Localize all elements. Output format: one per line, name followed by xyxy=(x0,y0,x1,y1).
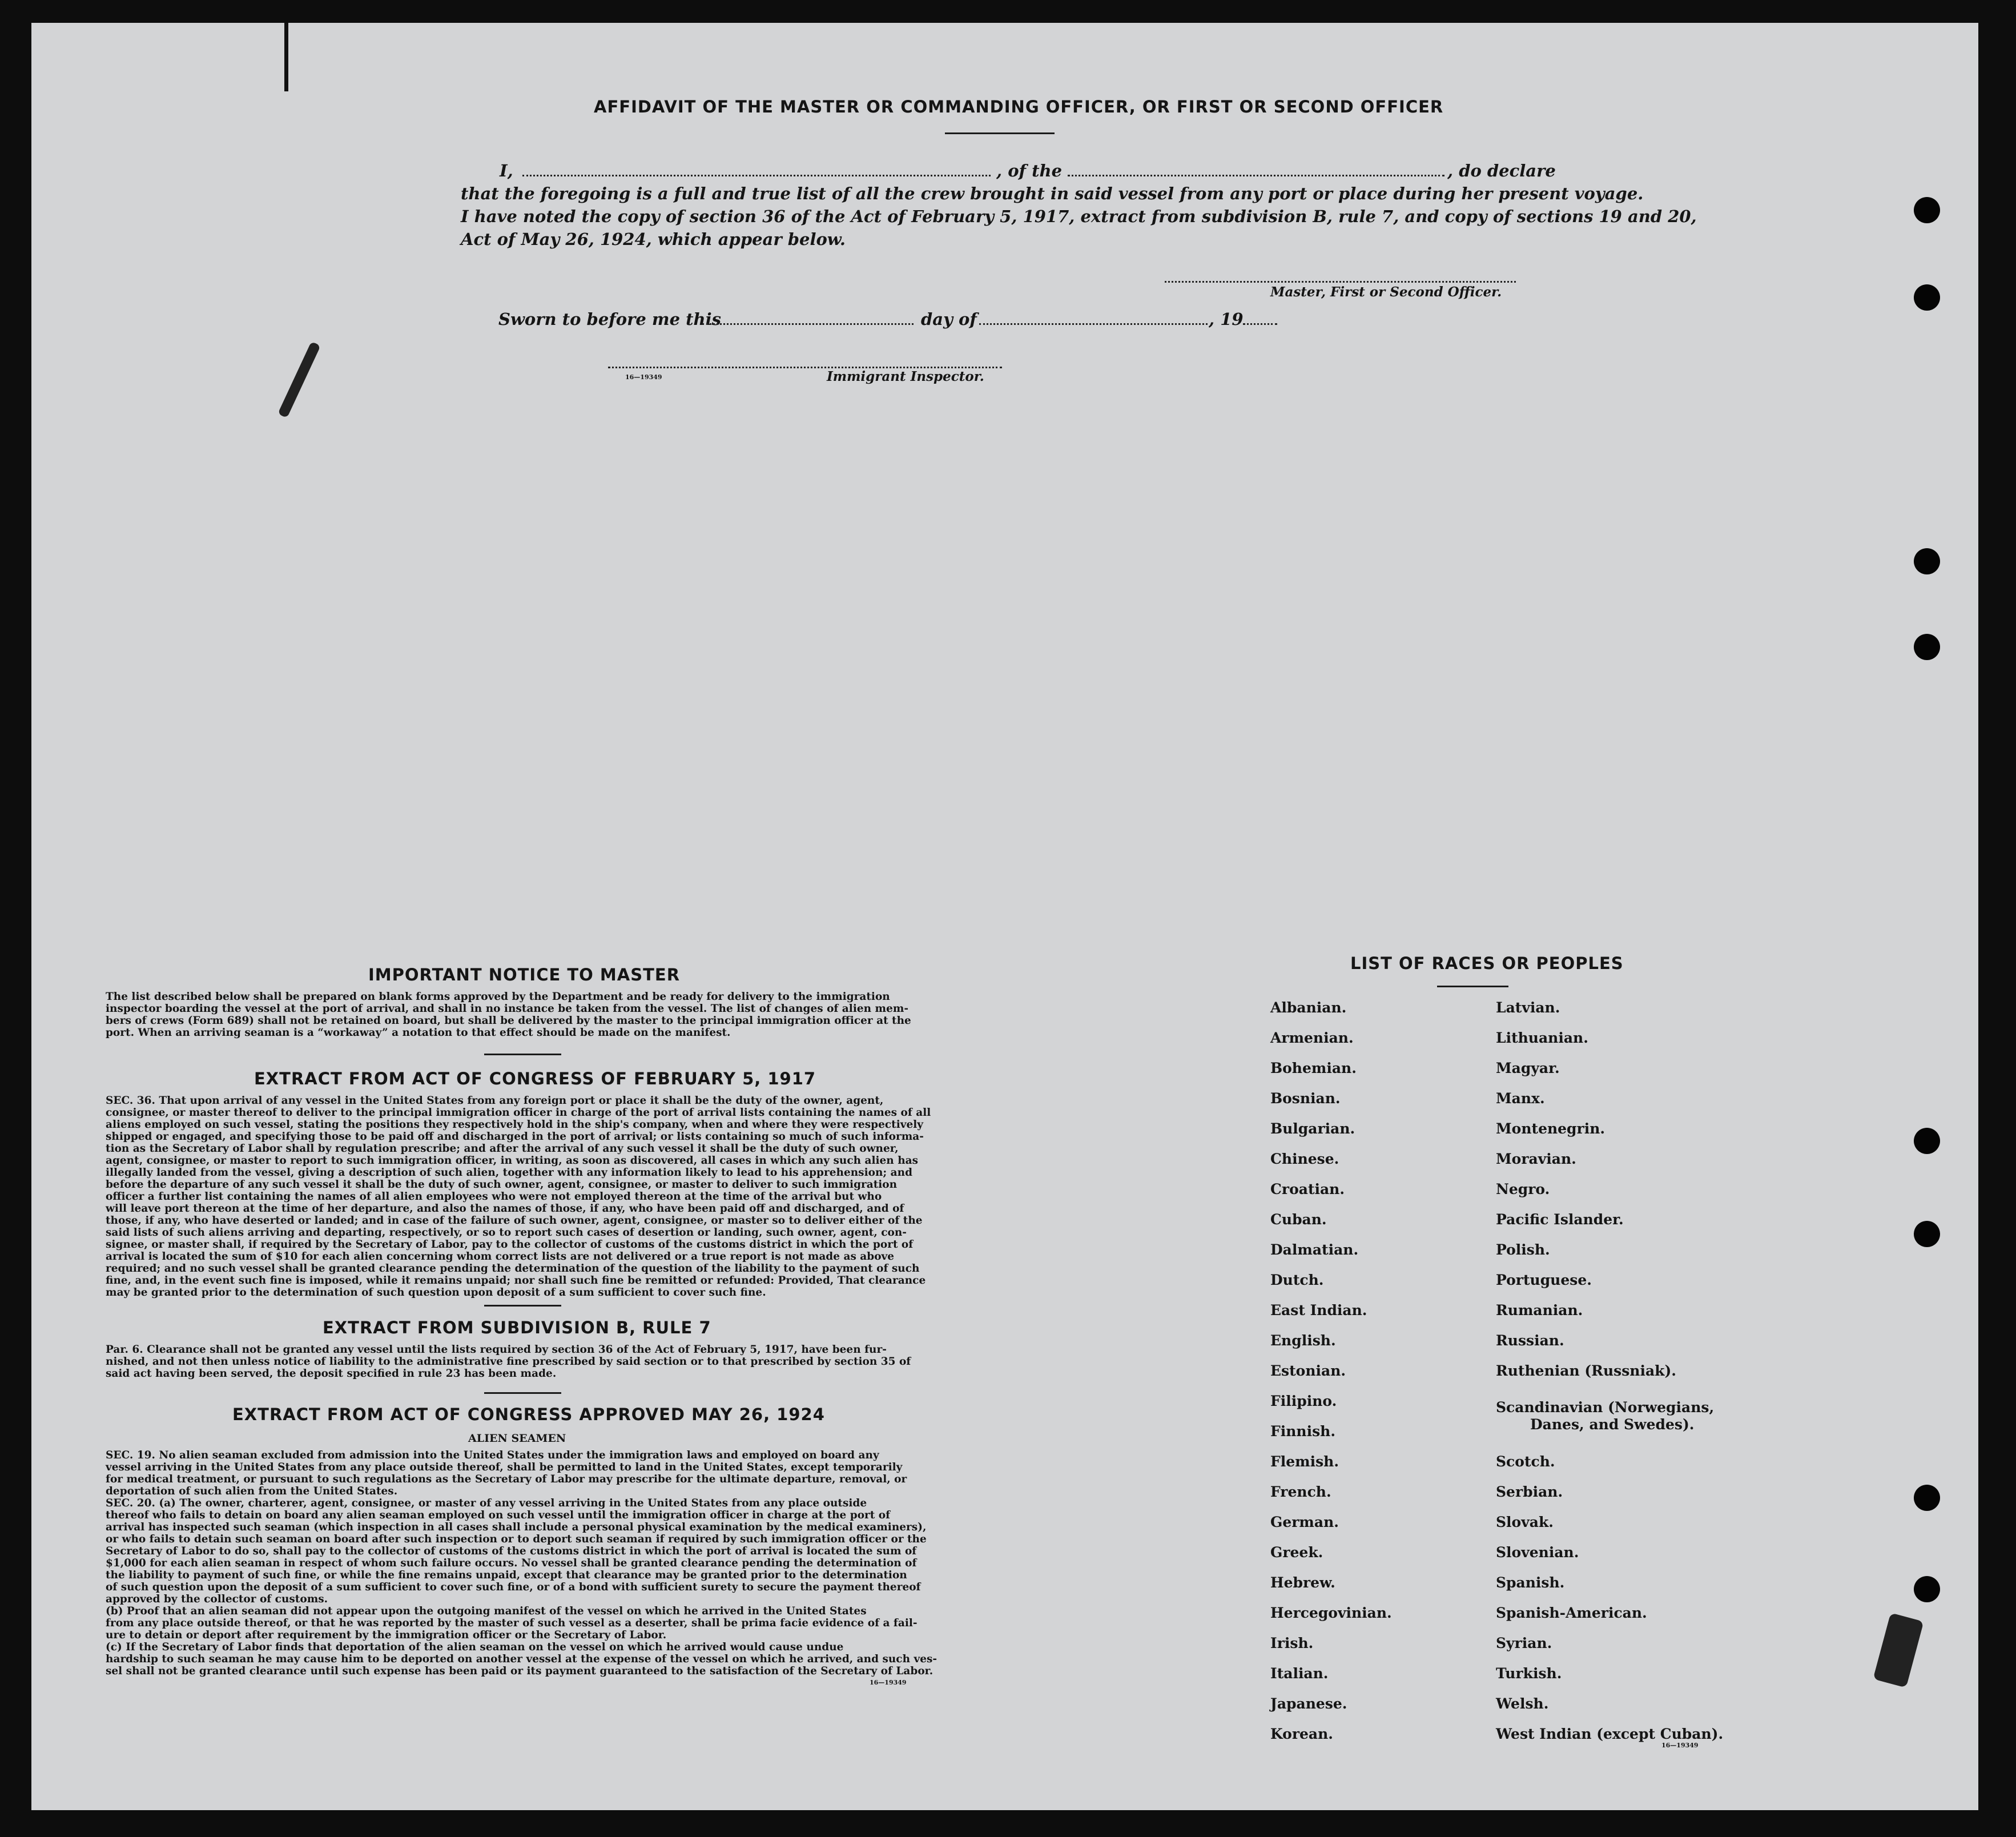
affidavit-line4: Act of May 26, 1924, which appear below. xyxy=(461,230,846,249)
section-divider xyxy=(484,1392,561,1394)
affidavit-line3: I have noted the copy of section 36 of the Act of February 5, 1917, extract from subdivision B, rule 7, and copy of sections 19 and 20, xyxy=(461,207,1697,226)
affidavit-title: AFFIDAVIT OF THE MASTER OR COMMANDING OFFICER, OR FIRST OR SECOND OFFICER xyxy=(594,97,1444,116)
race-item: Scandinavian (Norwegians, xyxy=(1496,1399,1715,1416)
title-underline xyxy=(945,132,1055,134)
inspector-label: Immigrant Inspector. xyxy=(827,369,984,384)
punch-hole xyxy=(1914,284,1940,311)
race-item: Polish. xyxy=(1496,1241,1550,1258)
race-item: Rumanian. xyxy=(1496,1302,1583,1319)
ink-mark xyxy=(277,341,320,418)
race-item: Hebrew. xyxy=(1270,1574,1335,1591)
race-item: Irish. xyxy=(1270,1635,1314,1651)
race-item: Welsh. xyxy=(1496,1695,1549,1712)
race-item: West Indian (except Cuban). xyxy=(1496,1726,1724,1742)
race-item: Spanish. xyxy=(1496,1574,1565,1591)
notice-text: The list described below shall be prepared on blank forms approved by the Department and be ready for delivery to the immigration inspector boarding the vessel at the port of arrival, and shall in no instance be taken from the vessel. The list of changes of alien mem- bers of crews (Form 689) shall not be retained on board, but shall be delivered by the master to the principal immigration officer at the port. When an arriving seaman is a “workaway” a notation to that effect should be made on the manifest. xyxy=(106,991,911,1039)
document-page xyxy=(31,23,1978,1810)
race-item: Hercegovinian. xyxy=(1270,1605,1392,1621)
affidavit-line1-of: , of the xyxy=(996,161,1063,180)
sworn-year-blank[interactable] xyxy=(1243,323,1277,325)
race-item: Armenian. xyxy=(1270,1030,1354,1046)
race-item: Dutch. xyxy=(1270,1272,1324,1288)
race-item: Manx. xyxy=(1496,1090,1545,1107)
race-item: Scotch. xyxy=(1496,1453,1555,1470)
race-item: Turkish. xyxy=(1496,1665,1562,1682)
extract-1917-text: SEC. 36. That upon arrival of any vessel in the United States from any foreign port or place it shall be the duty of the owner, agent, consignee, or master thereof to deliver to the principal immigration officer in charge of the port of arrival lists containing the names of all aliens employed on such vessel, stating the positions they respectively hold in the ship's company, when and where they were respectively shipped or engaged, and specifying those to be paid off and discharged in the port of arrival; or lists containing so much of such informa- tion as the Secretary of Labor shall by regulation prescribe; and after the arrival of any such vessel it shall be the duty of such owner, agent, consignee, or master to report to such immigration officer, in writing, as soon as discovered, all cases in which any such alien has illegally landed from the vessel, giving a description of such alien, together with any information likely to lead to his apprehension; and before the departure of any such vessel it shall be the duty of such owner, agent, consignee, or master to deliver to such immigration officer a further list containing the names of all alien employees who were not employed thereon at the time of the arrival but who will leave port thereon at the time of her departure, and also the names of those, if any, who have been paid off and discharged, and of those, if any, who have deserted or landed; and in case of the failure of such owner, agent, consignee, or master so to deliver either of the said lists of such aliens arriving and departing, respectively, or so to report such cases of desertion or landing, such owner, agent, con- signee, or master shall, if required by the Secretary of Labor, pay to the collector of customs of the customs district in which the port of arrival is located the sum of $10 for each alien concerning whom correct lists are not delivered or a true report is not made as above required; and no such vessel shall be granted clearance pending the determination of the question of the liability to the payment of such fine, and, in the event such fine is imposed, while it remains unpaid; nor shall such fine be remitted or refunded: Provided, That clearance may be granted prior to the determination of such question upon deposit of a sum sufficient to cover such fine. xyxy=(106,1095,931,1299)
race-item: Bohemian. xyxy=(1270,1060,1357,1076)
race-item: Filipino. xyxy=(1270,1393,1337,1409)
race-item: Portuguese. xyxy=(1496,1272,1592,1288)
extract-1924-text: SEC. 19. No alien seaman excluded from admission into the United States under the immigration laws and employed on board any vessel arriving in the United States from any place outside thereof, shall be permitted to land in the United States, except temporarily for medical treatment, or pursuant to such regulations as the Secretary of Labor may prescribe for the ultimate departure, removal, or deportation of such alien from the United States. SEC. 20. (a) The owner, charterer, agent, consignee, or master of any vessel arriving in the United States from any place outside thereof who fails to detain on board any alien seaman employed on such vessel until the immigration officer in charge at the port of arrival has inspected such seaman (which inspection in all cases shall include a personal physical examination by the medical examiners), or who fails to detain such seaman on board after such inspection or to deport such seaman if required by such immigration officer or the Secretary of Labor to do so, shall pay to the collector of customs of the customs district in which the port of arrival is located the sum of $1,000 for each alien seaman in respect of whom such failure occurs. No vessel shall be granted clearance pending the determination of the liability to payment of such fine, or while the fine remains unpaid, except that clearance may be granted prior to the determination of such question upon the deposit of a sum sufficient to cover such fine, or of a bond with sufficient surety to secure the payment thereof approved by the collector of customs. (b) Proof that an alien seaman did not appear upon the outgoing manifest of the vessel on which he arrived in the United States from any place outside thereof, or that he was reported by the master of such vessel as a deserter, shall be prima facie evidence of a fail- ure to detain or deport after requirement by the immigration officer or the Secretary of Labor. (c) If the Secretary of Labor finds that deportation of the alien seaman on the vessel on which he arrived would cause undue hardship to such seaman he may cause him to be deported on another vessel at the expense of the vessel on which he arrived, and such ves- sel shall not be granted clearance until such expense has been paid or its payment guaranteed to the satisfaction of the Secretary of Labor. xyxy=(106,1449,937,1677)
sworn-day-blank[interactable] xyxy=(702,323,914,325)
ink-mark xyxy=(1873,1613,1924,1687)
race-item: Serbian. xyxy=(1496,1484,1563,1500)
race-item: Dalmatian. xyxy=(1270,1241,1359,1258)
master-signature-label: Master, First or Second Officer. xyxy=(1270,284,1502,300)
punch-hole xyxy=(1914,1221,1940,1247)
extract-1924-title: EXTRACT FROM ACT OF CONGRESS APPROVED MAY 26, 1924 xyxy=(232,1405,825,1424)
race-item: Moravian. xyxy=(1496,1151,1576,1167)
punch-hole xyxy=(1914,197,1940,223)
race-item: Slovenian. xyxy=(1496,1544,1579,1561)
races-title: LIST OF RACES OR PEOPLES xyxy=(1350,954,1624,973)
form-number: 16—19349 xyxy=(1661,1742,1699,1749)
alien-seamen-subtitle: ALIEN SEAMEN xyxy=(468,1432,566,1445)
races-title-underline xyxy=(1437,986,1508,987)
race-item: Spanish-American. xyxy=(1496,1605,1647,1621)
race-item: Croatian. xyxy=(1270,1181,1345,1197)
extract-rule7-text: Par. 6. Clearance shall not be granted any vessel until the lists required by section 36 of the Act of February 5, 1917, have been fur- nished, and not then unless notice of liability to the administrative fine prescribed by said section or to that prescribed by section 35 of said act having been served, the deposit specified in rule 23 has been made. xyxy=(106,1344,911,1380)
race-item: Syrian. xyxy=(1496,1635,1552,1651)
affidavit-line2: that the foregoing is a full and true list of all the crew brought in said vessel from any port or place during her present voyage. xyxy=(461,184,1644,203)
race-item: German. xyxy=(1270,1514,1339,1530)
race-item: Danes, and Swedes). xyxy=(1530,1416,1695,1433)
race-item: Slovak. xyxy=(1496,1514,1554,1530)
race-item: Pacific Islander. xyxy=(1496,1211,1624,1228)
race-item: Albanian. xyxy=(1270,999,1347,1016)
race-item: Bulgarian. xyxy=(1270,1120,1355,1137)
punch-hole xyxy=(1914,1576,1940,1602)
vessel-blank[interactable] xyxy=(1068,175,1444,176)
punch-hole xyxy=(1914,548,1940,574)
inspector-signature-line[interactable] xyxy=(608,367,1002,368)
extract-1917-title: EXTRACT FROM ACT OF CONGRESS OF FEBRUARY 5, 1917 xyxy=(254,1069,816,1088)
race-item: Bosnian. xyxy=(1270,1090,1341,1107)
race-item: Japanese. xyxy=(1270,1695,1347,1712)
affidavit-line1-i: I, xyxy=(500,161,513,180)
race-item: Lithuanian. xyxy=(1496,1030,1588,1046)
race-item: Flemish. xyxy=(1270,1453,1339,1470)
race-item: Italian. xyxy=(1270,1665,1329,1682)
master-signature-line[interactable] xyxy=(1165,281,1516,283)
race-item: English. xyxy=(1270,1332,1336,1349)
race-item: Korean. xyxy=(1270,1726,1334,1742)
race-item: Finnish. xyxy=(1270,1423,1336,1440)
race-item: Chinese. xyxy=(1270,1151,1339,1167)
race-item: French. xyxy=(1270,1484,1331,1500)
sworn-day: day of xyxy=(921,309,977,329)
section-divider xyxy=(484,1305,561,1307)
race-item: Ruthenian (Russniak). xyxy=(1496,1362,1676,1379)
race-item: Negro. xyxy=(1496,1181,1550,1197)
race-item: Greek. xyxy=(1270,1544,1323,1561)
notice-title: IMPORTANT NOTICE TO MASTER xyxy=(368,965,681,984)
ink-mark xyxy=(284,23,288,91)
punch-hole xyxy=(1914,1128,1940,1154)
sworn-month-blank[interactable] xyxy=(979,323,1208,325)
race-item: Montenegrin. xyxy=(1496,1120,1605,1137)
section-divider xyxy=(484,1054,561,1055)
race-item: Cuban. xyxy=(1270,1211,1327,1228)
punch-hole xyxy=(1914,634,1940,660)
race-item: East Indian. xyxy=(1270,1302,1367,1319)
race-item: Magyar. xyxy=(1496,1060,1560,1076)
name-blank[interactable] xyxy=(522,175,991,176)
extract-rule7-title: EXTRACT FROM SUBDIVISION B, RULE 7 xyxy=(323,1318,711,1337)
form-number: 16—19349 xyxy=(870,1679,907,1686)
punch-hole xyxy=(1914,1485,1940,1511)
affidavit-line1-declare: , do declare xyxy=(1447,161,1556,180)
race-item: Estonian. xyxy=(1270,1362,1346,1379)
sworn-prefix: Sworn to before me this xyxy=(498,309,721,329)
race-item: Latvian. xyxy=(1496,999,1560,1016)
sworn-year: , 19 xyxy=(1209,309,1244,329)
form-number: 16—19349 xyxy=(625,373,662,381)
race-item: Russian. xyxy=(1496,1332,1564,1349)
